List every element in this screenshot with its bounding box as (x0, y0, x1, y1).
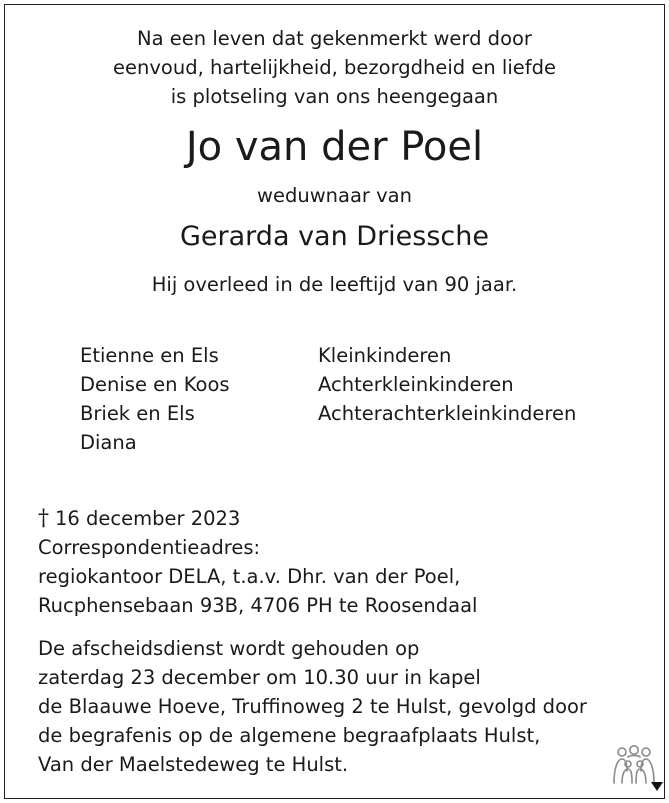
intro-line-3: is plotseling van ons heengegaan (170, 85, 499, 108)
arrow-down-icon[interactable] (649, 778, 665, 794)
spouse-name: Gerarda van Driessche (180, 221, 489, 252)
family-children-list (80, 341, 230, 457)
cross-icon: † (38, 506, 49, 531)
relation-text: weduwnaar van (257, 184, 412, 207)
death-date-line (38, 504, 477, 533)
family-great-great-grandchildren: Achterachterkleinkinderen (318, 402, 577, 425)
age-text: Hij overleed in de leeftijd van 90 jaar. (151, 273, 518, 296)
service-block (38, 634, 587, 779)
intro-line-1: Na een leven dat gekenmerkt werd door (137, 27, 532, 50)
intro-text (0, 24, 669, 111)
deceased-name: Jo van der Poel (185, 124, 484, 170)
intro-line-2: eenvoud, hartelijkheid, bezorgdheid en liefde (113, 56, 556, 79)
service-line-5: Van der Maelstedeweg te Hulst. (38, 753, 349, 776)
death-date: 16 december 2023 (55, 507, 241, 530)
service-line-1: De afscheidsdienst wordt gehouden op (38, 637, 420, 660)
family-grandchildren: Kleinkinderen (318, 344, 452, 367)
address-line-1: regiokantoor DELA, t.a.v. Dhr. van der Poel, (38, 565, 461, 588)
address-line-2: Rucphensebaan 93B, 4706 PH te Roosendaal (38, 594, 478, 617)
service-line-4: de begrafenis op de algemene begraafplaats Hulst, (38, 724, 541, 747)
service-line-2: zaterdag 23 december om 10.30 uur in kapel (38, 666, 481, 689)
family-child-3: Briek en Els (80, 402, 195, 425)
correspondence-block (38, 504, 477, 620)
family-great-grandchildren: Achterkleinkinderen (318, 373, 514, 396)
correspondence-label: Correspondentieadres: (38, 536, 261, 559)
family-child-2: Denise en Koos (80, 373, 230, 396)
family-descendants-list (318, 341, 576, 428)
family-child-4: Diana (80, 431, 137, 454)
family-child-1: Etienne en Els (80, 344, 219, 367)
service-line-3: de Blaauwe Hoeve, Truffinoweg 2 te Hulst, gevolgd door (38, 695, 587, 718)
